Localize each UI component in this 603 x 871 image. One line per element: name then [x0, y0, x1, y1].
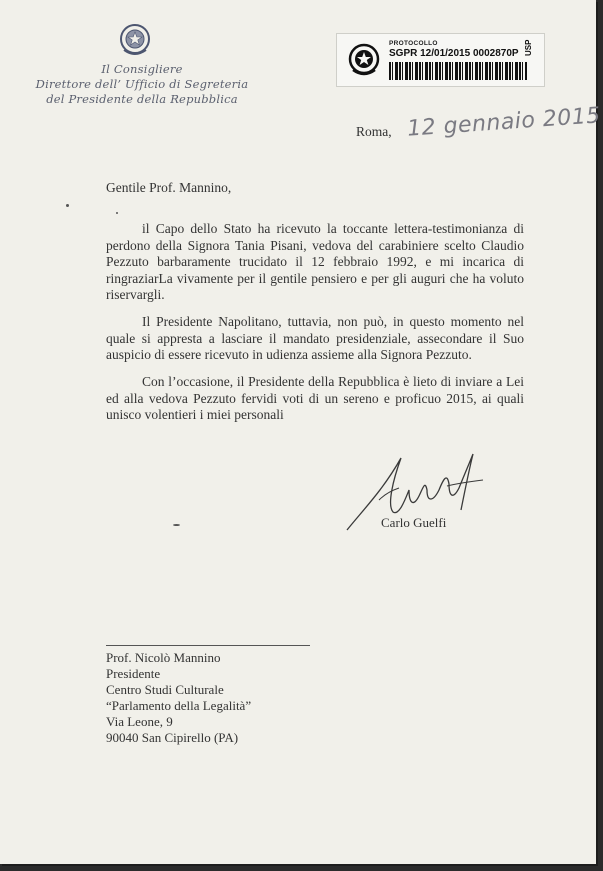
office-line: Il Consigliere: [101, 62, 183, 76]
recipient-address: [106, 650, 251, 746]
protocol-tag: USP: [524, 39, 533, 56]
office-heading: [24, 62, 260, 107]
signer-name: Carlo Guelfi: [381, 515, 447, 530]
seal-icon: [347, 42, 381, 78]
address-line: Prof. Nicolò Mannino: [106, 650, 221, 665]
office-line: Direttore dell’ Ufficio di Segreteria: [35, 77, 249, 91]
address-line: Via Leone, 9: [106, 714, 173, 729]
address-line: Presidente: [106, 666, 161, 681]
greeting: Gentile Prof. Mannino,: [106, 180, 232, 195]
address-line: 90040 San Cipirello (PA): [106, 730, 239, 745]
date-place: Roma,: [356, 124, 392, 139]
paper-speck: [66, 204, 69, 207]
body-paragraph: Con l’occasione, il Presidente della Repubblica è lieto di inviare a Lei ed alla vedova Pezzuto fervidi voti di un sereno e proficuo 2015, ai quali unisco volentieri i miei personali: [106, 374, 524, 422]
body-paragraph: il Capo dello Stato ha ricevuto la toccante lettera-testimonianza di perdono della Signora Tania Pisani, vedova del carabiniere scelto Claudio Pezzuto barbaramente trucidato il 12 febbraio 1992, e mi incarica di ringraziarLa vivamente per il gentile pensiero e per gli auguri che ha voluto riservargli.: [106, 221, 524, 302]
barcode: [389, 62, 527, 80]
address-line: Centro Studi Culturale: [106, 682, 224, 697]
office-line: del Presidente della Repubblica: [46, 92, 238, 106]
paper-speck: [116, 212, 118, 214]
protocol-stamp: [336, 33, 545, 87]
handwritten-date: 12 gennaio 2015: [406, 103, 602, 142]
republic-emblem-icon: [118, 22, 152, 58]
protocol-code: SGPR 12/01/2015 0002870P: [389, 48, 519, 59]
address-line: “Parlamento della Legalità”: [106, 698, 252, 713]
address-divider: [106, 645, 310, 646]
body-paragraph: Il Presidente Napolitano, tuttavia, non può, in questo momento nel quale si appresta a lasciare il mandato presidenziale, assecondare il Suo auspicio di essere ricevuto in udienza assieme alla Signora Pezzuto.: [106, 314, 524, 362]
paper-speck: [173, 524, 180, 526]
protocol-label: PROTOCOLLO: [389, 40, 438, 47]
